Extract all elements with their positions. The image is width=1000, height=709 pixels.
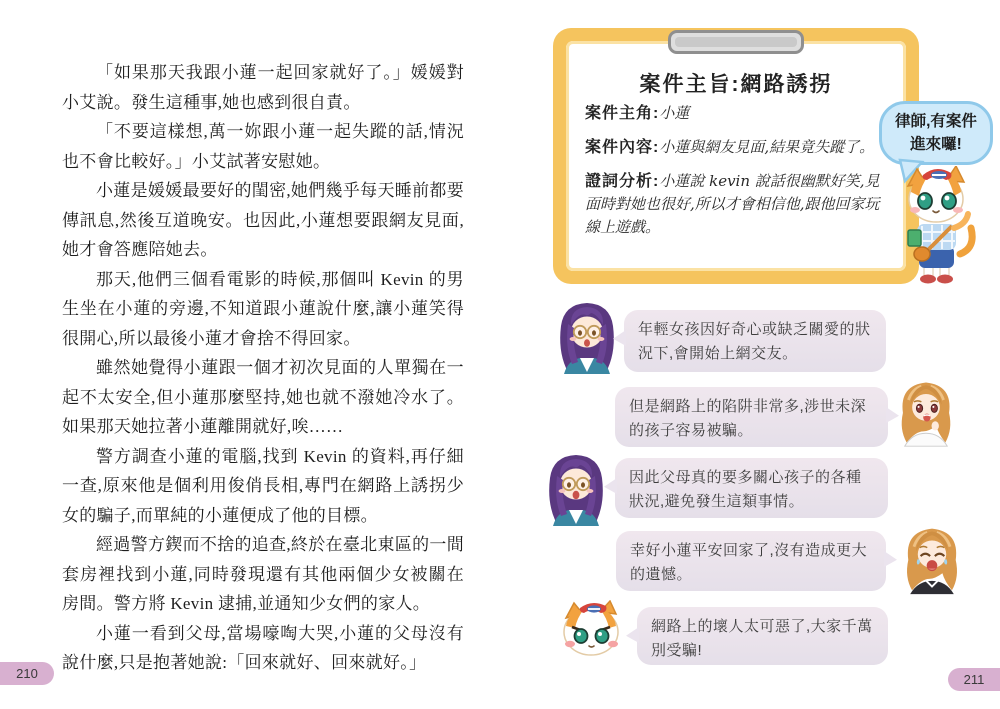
chat-text: 年輕女孩因好奇心或缺乏關愛的狀況下,會開始上網交友。: [638, 321, 871, 362]
story-paragraph: 雖然她覺得小蓮跟一個才初次見面的人單獨在一起不太安全,但小蓮那麼堅持,她也就不潑她冷水了。如果那天她拉著小蓮離開就好,唉……: [62, 358, 464, 436]
case-field-content: [585, 136, 897, 159]
bubble-tail: [626, 627, 639, 643]
girl-avatar: [893, 376, 959, 448]
story-text-column: [62, 58, 464, 678]
case-field-subject: [585, 102, 897, 125]
bubble-tail: [884, 551, 897, 567]
case-clipboard: [553, 28, 919, 284]
field-value: 小蓮: [659, 104, 690, 122]
chat-bubble: [616, 531, 886, 591]
cat-mascot-icon: [894, 166, 978, 286]
cat-callout-text: 律師,有案件進來囉!: [895, 113, 977, 153]
story-paragraph: 經過警方鍥而不捨的追查,終於在臺北東區的一間套房裡找到小蓮,同時發現還有其他兩個少女被關在房間。警方將 Kevin 逮捕,並通知少女們的家人。: [62, 535, 464, 613]
story-paragraph: 警方調查小蓮的電腦,找到 Kevin 的資料,再仔細一查,原來他是個利用俊俏長相,專門在網路上誘拐少女的騙子,而單純的小蓮便成了他的目標。: [62, 446, 464, 525]
story-paragraph: 「如果那天我跟小蓮一起回家就好了。」媛媛對小艾說。發生這種事,她也感到很自責。: [62, 63, 464, 112]
field-value: 小蓮說 kevin 說話很幽默好笑,見面時對她也很好,所以才會相信他,跟他回家玩線上遊戲。: [585, 172, 880, 236]
chat-bubble: [615, 458, 888, 518]
field-value: 小蓮與網友見面,結果竟失蹤了。: [659, 138, 875, 156]
chat-bubble: [615, 387, 888, 447]
clipboard-clip: [668, 30, 804, 54]
lawyer-avatar: [545, 450, 607, 526]
chat-bubble: [637, 607, 888, 665]
chat-text: 幸好小蓮平安回家了,沒有造成更大的遺憾。: [630, 542, 868, 583]
girl-crying-avatar: [900, 522, 964, 596]
field-label: 案件內容:: [585, 139, 660, 156]
story-paragraph: 小蓮是媛媛最要好的閨密,她們幾乎每天睡前都要傳訊息,然後互道晚安。也因此,小蓮想要跟網友見面,她才會答應陪她去。: [62, 181, 464, 259]
chat-text: 網路上的壞人太可惡了,大家千萬別受騙!: [651, 618, 873, 659]
story-paragraph: 小蓮一看到父母,當場嚎啕大哭,小蓮的父母沒有說什麼,只是抱著她說:「回來就好、回來就好。」: [62, 623, 464, 672]
story-paragraph: 「不要這樣想,萬一妳跟小蓮一起失蹤的話,情況也不會比較好。」小艾試著安慰她。: [62, 122, 464, 171]
field-label: 案件主角:: [585, 105, 660, 122]
cat-callout-bubble: [879, 101, 993, 165]
page-number-left: 210: [0, 662, 54, 685]
case-fields: [585, 102, 897, 250]
case-field-analysis: [585, 170, 885, 239]
field-label: 證詞分析:: [585, 173, 660, 190]
case-title: 案件主旨:網路誘拐: [639, 73, 833, 96]
lawyer-avatar: [556, 298, 618, 374]
chat-text: 因此父母真的要多關心孩子的各種狀況,避免發生這類事情。: [629, 469, 862, 510]
chat-text: 但是網路上的陷阱非常多,涉世未深的孩子容易被騙。: [629, 398, 867, 439]
chat-bubble: [624, 310, 886, 372]
story-paragraph: 那天,他們三個看電影的時候,那個叫 Kevin 的男生坐在小蓮的旁邊,不知道跟小蓮說什麼,讓小蓮笑得很開心,所以最後小蓮才會捨不得回家。: [62, 269, 464, 348]
cat-head-avatar: [558, 600, 624, 660]
page-number-right: 211: [948, 668, 1000, 691]
